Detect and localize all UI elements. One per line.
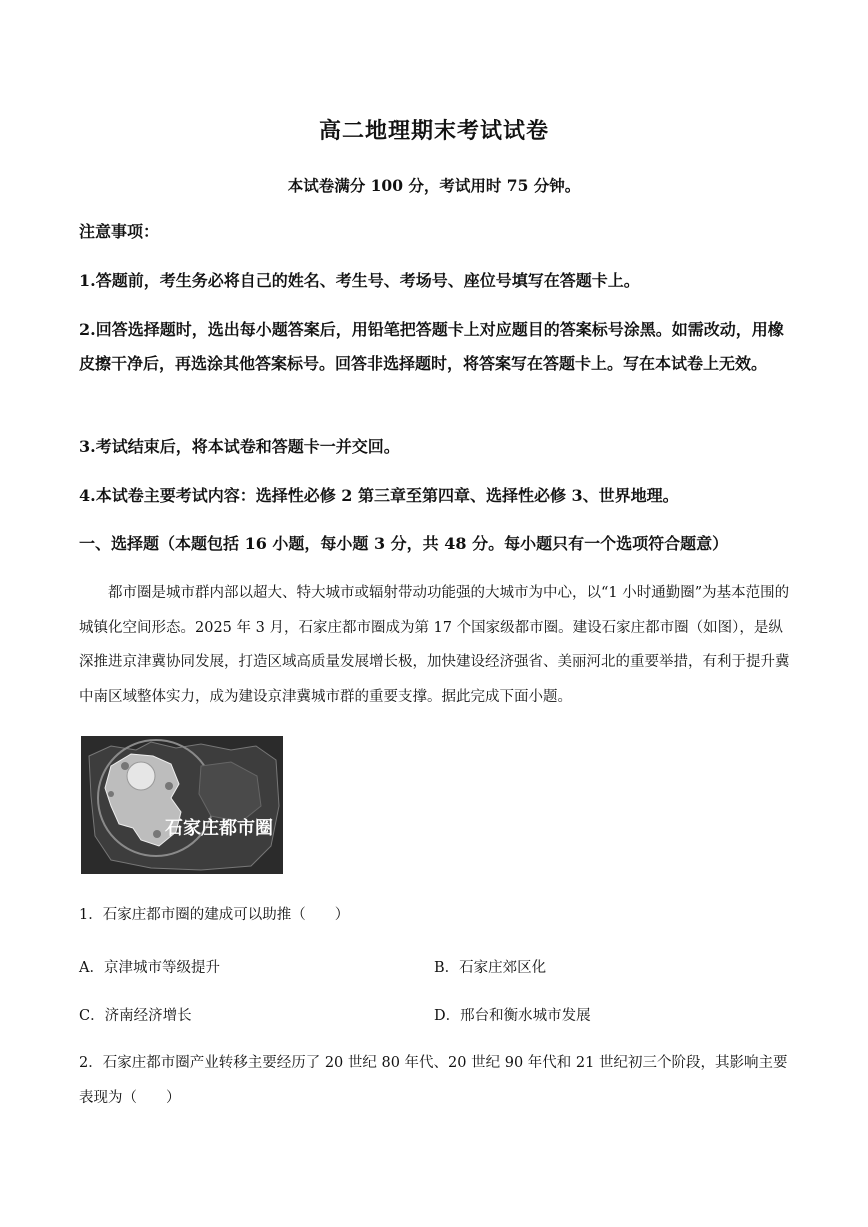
question-1-stem: 1．石家庄都市圈的建成可以助推（ ） xyxy=(79,907,350,923)
question-1-option-b: B．石家庄郊区化 xyxy=(434,960,547,976)
map-label: 石家庄都市圈 xyxy=(165,818,273,839)
notice-item-2: 2.回答选择题时，选出每小题答案后，用铅笔把答题卡上对应题目的答案标号涂黑。如需改动，用橡皮擦干净后，再选涂其他答案标号。回答非选择题时，将答案写在答题卡上。写在本试卷上无效。 xyxy=(79,320,784,373)
notice-item-4: 4.本试卷主要考试内容：选择性必修 2 第三章至第四章、选择性必修 3、世界地理。 xyxy=(79,486,679,505)
question-1-option-d: D．邢台和衡水城市发展 xyxy=(434,1008,591,1024)
exam-title: 高二地理期末考试试卷 xyxy=(318,118,549,144)
question-2-stem: 2．石家庄都市圈产业转移主要经历了 20 世纪 80 年代、20 世纪 90 年代和 21 世纪初三个阶段，其影响主要表现为（ ） xyxy=(79,1055,788,1106)
reading-passage: 都市圈是城市群内部以超大、特大城市或辐射带动功能强的大城市为中心，以“1 小时通勤圈”为基本范围的城镇化空间形态。2025 年 3 月，石家庄都市圈成为第 17 个国家级都市圈。建设石家庄都市圈（如图），是纵深推进京津冀协同发展，打造区域高质量发展增长极，加快建设经济强省、美丽河北的重要举措，有利于提升冀中南区域整体实力，成为建设京津冀城市群的重要支撑。据此完成下面小题。 xyxy=(79,585,790,705)
metro-area-map xyxy=(81,736,283,874)
map-graphic xyxy=(81,736,283,874)
notice-item-1: 1.答题前，考生务必将自己的姓名、考生号、考场号、座位号填写在答题卡上。 xyxy=(79,271,640,290)
section-heading: 一、选择题（本题包括 16 小题，每小题 3 分，共 48 分。每小题只有一个选项符合题意） xyxy=(79,534,729,553)
notice-heading: 注意事项： xyxy=(79,222,160,241)
exam-subtitle: 本试卷满分 100 分，考试用时 75 分钟。 xyxy=(287,176,581,195)
notice-item-3: 3.考试结束后，将本试卷和答题卡一并交回。 xyxy=(79,437,400,456)
question-1-option-c: C．济南经济增长 xyxy=(79,1008,192,1024)
question-1-option-a: A．京津城市等级提升 xyxy=(79,960,220,976)
